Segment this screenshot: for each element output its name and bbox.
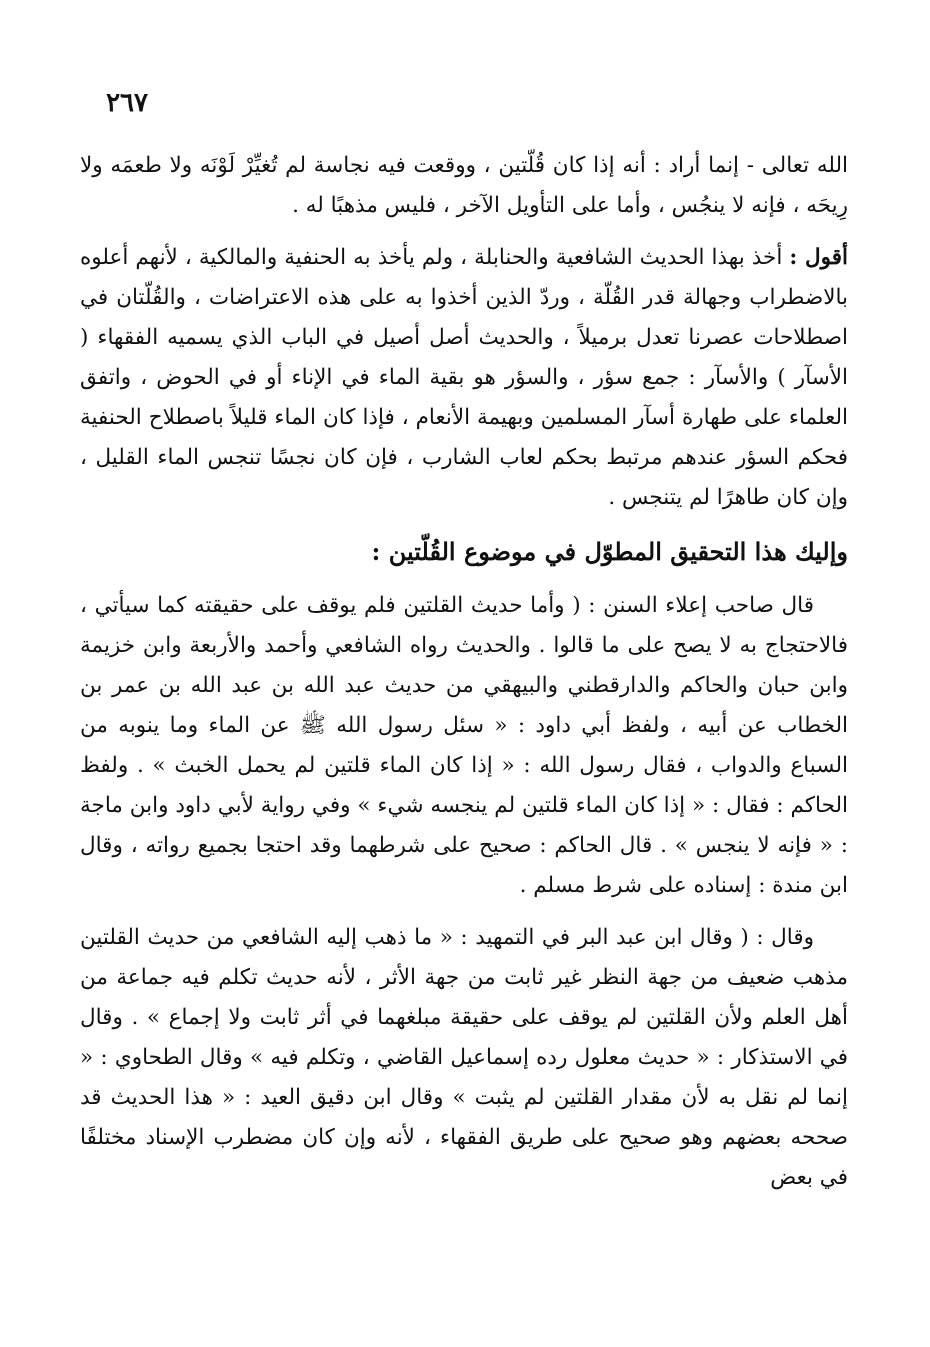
section-heading: وإليك هذا التحقيق المطوّل في موضوع القُلّتين : xyxy=(371,537,848,566)
paragraph-4: وقال : ( وقال ابن عبد البر في التمهيد : « ما ذهب إليه الشافعي من حديث القلتين مذهب ضعيف من جهة النظر غير ثابت من جهة الأثر ، لأنه حديث تكلم فيه جماعة من أهل العلم ولأن القلتين لم يوقف على حقيقة مبلغهما في أثر ثابت ولا إجماع » . وقال في الاستذكار : « حديث معلول رده إسماعيل القاضي ، وتكلم فيه » وقال الطحاوي : « إنما لم نقل به لأن مقدار القلتين لم يثبت » وقال ابن دقيق العيد : « هذا الحديث قد صححه بعضهم وهو صحيح على طريق الفقهاء ، لأنه وإن كان مضطرب الإسناد مختلفًا في بعض xyxy=(80,925,848,1190)
paragraph-2 xyxy=(80,238,848,518)
page-body xyxy=(80,146,848,1210)
page-number: ٢٦٧ xyxy=(106,88,148,118)
paragraph-2-lead: أقول : xyxy=(789,245,849,270)
paragraph-3: قال صاحب إعلاء السنن : ( وأما حديث القلتين فلم يوقف على حقيقته كما سيأتي ، فالاحتجاج به لا يصح على ما قالوا . والحديث رواه الشافعي وأحمد والأربعة وابن خزيمة وابن حبان والحاكم والدارقطني والبيهقي من حديث عبد الله بن عبد الله بن عمر بن الخطاب عن أبيه ، ولفظ أبي داود : « سئل رسول الله ﷺ عن الماء وما ينوبه من السباع والدواب ، فقال رسول الله : « إذا كان الماء قلتين لم يحمل الخبث » . ولفظ الحاكم : فقال : « إذا كان الماء قلتين لم ينجسه شيء » وفي رواية لأبي داود وابن ماجة : « فإنه لا ينجس » . قال الحاكم : صحيح على شرطهما وقد احتجا بجميع رواته ، وقال ابن مندة : إسناده على شرط مسلم . xyxy=(80,593,848,898)
paragraph-1: الله تعالى - إنما أراد : أنه إذا كان قُلّتين ، ووقعت فيه نجاسة لم تُغيِّرْ لَوْنَه ولا طعمَه ولا رِيحَه ، فإنه لا ينجُس ، وأما على التأويل الآخر ، فليس مذهبًا له . xyxy=(80,153,848,218)
paragraph-2-text: أخذ بهذا الحديث الشافعية والحنابلة ، ولم يأخذ به الحنفية والمالكية ، لأنهم أعلوه بالاضطراب وجهالة قدر القُلّة ، وردّ الذين أخذوا به على هذه الاعتراضات ، والقُلّتان في اصطلاحات عصرنا تعدل برميلاً ، والحديث أصل أصيل في الباب الذي يسميه الفقهاء ( الأسآر ) والأسآر : جمع سؤر ، والسؤر هو بقية الماء في الإناء أو في الحوض ، واتفق العلماء على طهارة أسآر المسلمين وبهيمة الأنعام ، فإذا كان الماء قليلاً باصطلاح الحنفية فحكم السؤر عندهم مرتبط بحكم لعاب الشارب ، فإن كان نجسًا تنجس الماء القليل ، وإن كان طاهرًا لم يتنجس . xyxy=(80,245,848,510)
